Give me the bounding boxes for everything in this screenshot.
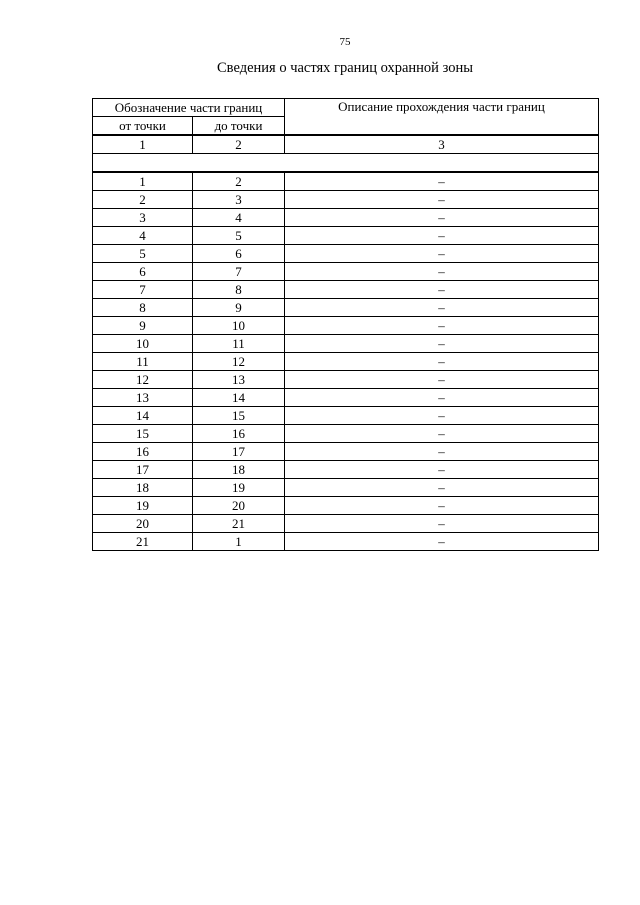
table-row xyxy=(93,227,599,245)
description-cell: – xyxy=(285,533,599,551)
table-row xyxy=(93,425,599,443)
from-point-cell: 16 xyxy=(93,443,193,461)
from-point-cell: 11 xyxy=(93,353,193,371)
to-point-cell: 13 xyxy=(193,371,285,389)
description-cell: – xyxy=(285,263,599,281)
table-row xyxy=(93,335,599,353)
header-boundary-description: Описание прохождения части границ xyxy=(285,99,599,136)
column-number: 1 xyxy=(93,135,193,154)
to-point-cell: 1 xyxy=(193,533,285,551)
header-from-point: от точки xyxy=(93,117,193,136)
table-row xyxy=(93,317,599,335)
from-point-cell: 15 xyxy=(93,425,193,443)
from-point-cell: 1 xyxy=(93,172,193,191)
description-cell: – xyxy=(285,425,599,443)
to-point-cell: 3 xyxy=(193,191,285,209)
description-cell: – xyxy=(285,245,599,263)
description-cell: – xyxy=(285,461,599,479)
description-cell: – xyxy=(285,335,599,353)
description-cell: – xyxy=(285,227,599,245)
to-point-cell: 16 xyxy=(193,425,285,443)
table-row xyxy=(93,263,599,281)
from-point-cell: 4 xyxy=(93,227,193,245)
to-point-cell: 5 xyxy=(193,227,285,245)
table-row xyxy=(93,371,599,389)
from-point-cell: 6 xyxy=(93,263,193,281)
table-row xyxy=(93,389,599,407)
from-point-cell: 14 xyxy=(93,407,193,425)
table-row xyxy=(93,479,599,497)
table-row xyxy=(93,299,599,317)
description-cell: – xyxy=(285,407,599,425)
from-point-cell: 19 xyxy=(93,497,193,515)
header-boundary-designation: Обозначение части границ xyxy=(93,99,285,117)
table-row xyxy=(93,497,599,515)
from-point-cell: 9 xyxy=(93,317,193,335)
description-cell: – xyxy=(285,479,599,497)
description-cell: – xyxy=(285,209,599,227)
description-cell: – xyxy=(285,515,599,533)
table-row xyxy=(93,533,599,551)
to-point-cell: 6 xyxy=(193,245,285,263)
description-cell: – xyxy=(285,371,599,389)
from-point-cell: 5 xyxy=(93,245,193,263)
table-row xyxy=(93,281,599,299)
from-point-cell: 13 xyxy=(93,389,193,407)
from-point-cell: 7 xyxy=(93,281,193,299)
from-point-cell: 17 xyxy=(93,461,193,479)
from-point-cell: 18 xyxy=(93,479,193,497)
empty-row xyxy=(93,154,599,173)
description-cell: – xyxy=(285,317,599,335)
page-title: Сведения о частях границ охранной зоны xyxy=(217,60,473,76)
boundary-parts-table xyxy=(92,98,599,551)
from-point-cell: 3 xyxy=(93,209,193,227)
from-point-cell: 2 xyxy=(93,191,193,209)
column-number: 2 xyxy=(193,135,285,154)
to-point-cell: 2 xyxy=(193,172,285,191)
table-row xyxy=(93,209,599,227)
table-row xyxy=(93,461,599,479)
table-row xyxy=(93,172,599,191)
to-point-cell: 9 xyxy=(193,299,285,317)
to-point-cell: 15 xyxy=(193,407,285,425)
column-numbering-row xyxy=(93,135,599,154)
table-row xyxy=(93,353,599,371)
description-cell: – xyxy=(285,353,599,371)
from-point-cell: 21 xyxy=(93,533,193,551)
description-cell: – xyxy=(285,191,599,209)
to-point-cell: 4 xyxy=(193,209,285,227)
table-row xyxy=(93,515,599,533)
from-point-cell: 20 xyxy=(93,515,193,533)
description-cell: – xyxy=(285,281,599,299)
empty-cell xyxy=(93,154,599,173)
description-cell: – xyxy=(285,172,599,191)
table-row xyxy=(93,245,599,263)
description-cell: – xyxy=(285,497,599,515)
from-point-cell: 10 xyxy=(93,335,193,353)
table-row xyxy=(93,191,599,209)
to-point-cell: 14 xyxy=(193,389,285,407)
description-cell: – xyxy=(285,299,599,317)
to-point-cell: 8 xyxy=(193,281,285,299)
from-point-cell: 12 xyxy=(93,371,193,389)
to-point-cell: 18 xyxy=(193,461,285,479)
description-cell: – xyxy=(285,389,599,407)
from-point-cell: 8 xyxy=(93,299,193,317)
to-point-cell: 12 xyxy=(193,353,285,371)
page-number: 75 xyxy=(339,36,351,48)
to-point-cell: 17 xyxy=(193,443,285,461)
to-point-cell: 7 xyxy=(193,263,285,281)
description-cell: – xyxy=(285,443,599,461)
to-point-cell: 10 xyxy=(193,317,285,335)
table-row xyxy=(93,443,599,461)
column-number: 3 xyxy=(285,135,599,154)
table-row xyxy=(93,407,599,425)
table-body xyxy=(93,135,599,551)
to-point-cell: 19 xyxy=(193,479,285,497)
to-point-cell: 21 xyxy=(193,515,285,533)
to-point-cell: 11 xyxy=(193,335,285,353)
to-point-cell: 20 xyxy=(193,497,285,515)
header-to-point: до точки xyxy=(193,117,285,136)
